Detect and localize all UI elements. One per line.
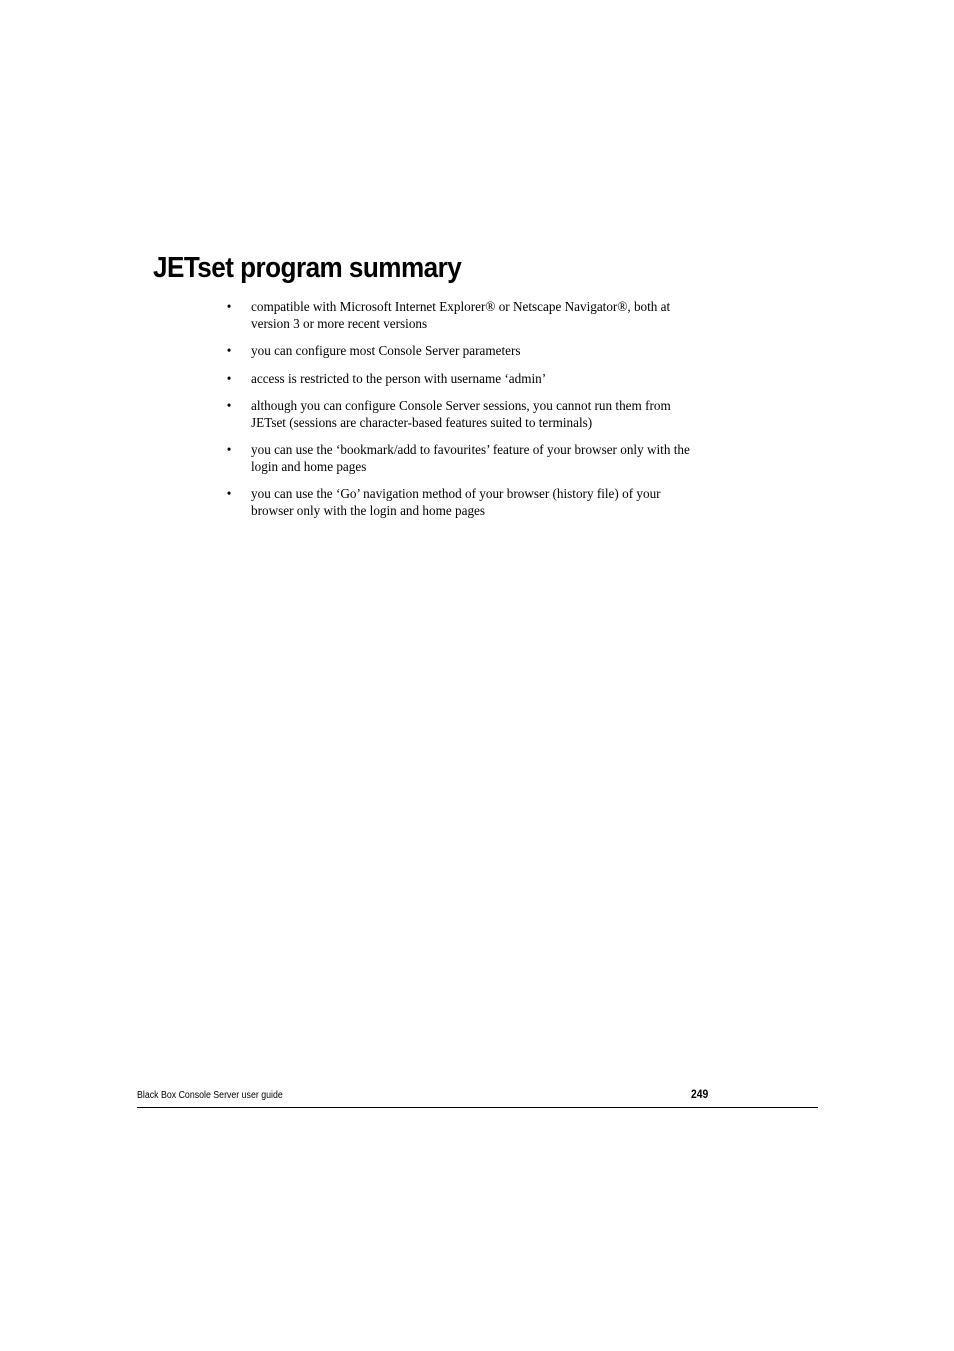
list-item xyxy=(225,371,695,388)
bullet-icon: • xyxy=(226,442,232,457)
list-item-text: compatible with Microsoft Internet Explorer® or Netscape Navigator®, both at version 3 or more recent versions xyxy=(251,299,671,331)
list-item-text: you can use the ‘bookmark/add to favourites’ feature of your browser only with the login and home pages xyxy=(251,442,690,474)
bullet-icon: • xyxy=(226,370,232,386)
list-item-text: access is restricted to the person with username ‘admin’ xyxy=(251,370,547,386)
page-number: 249 xyxy=(691,1089,709,1101)
bullet-icon: • xyxy=(226,398,232,413)
list-item xyxy=(225,398,695,431)
bullet-icon: • xyxy=(226,299,232,314)
list-item-text: you can use the ‘Go’ navigation method of your browser (history file) of your browser only with the login and home pages xyxy=(251,486,661,518)
bullet-list xyxy=(225,299,695,530)
list-item xyxy=(225,442,695,475)
page-title: JETset program summary xyxy=(153,252,462,284)
list-item-text: although you can configure Console Server sessions, you cannot run them from JETset (sessions are character-based features suited to terminals) xyxy=(251,398,671,430)
bullet-icon: • xyxy=(226,343,232,358)
list-item-text: you can configure most Console Server parameters xyxy=(251,343,521,358)
bullet-icon: • xyxy=(226,486,232,501)
list-item xyxy=(225,486,695,519)
footer-divider xyxy=(137,1107,818,1108)
footer-guide-title: Black Box Console Server user guide xyxy=(137,1090,283,1101)
list-item xyxy=(225,299,695,332)
list-item xyxy=(225,343,695,360)
